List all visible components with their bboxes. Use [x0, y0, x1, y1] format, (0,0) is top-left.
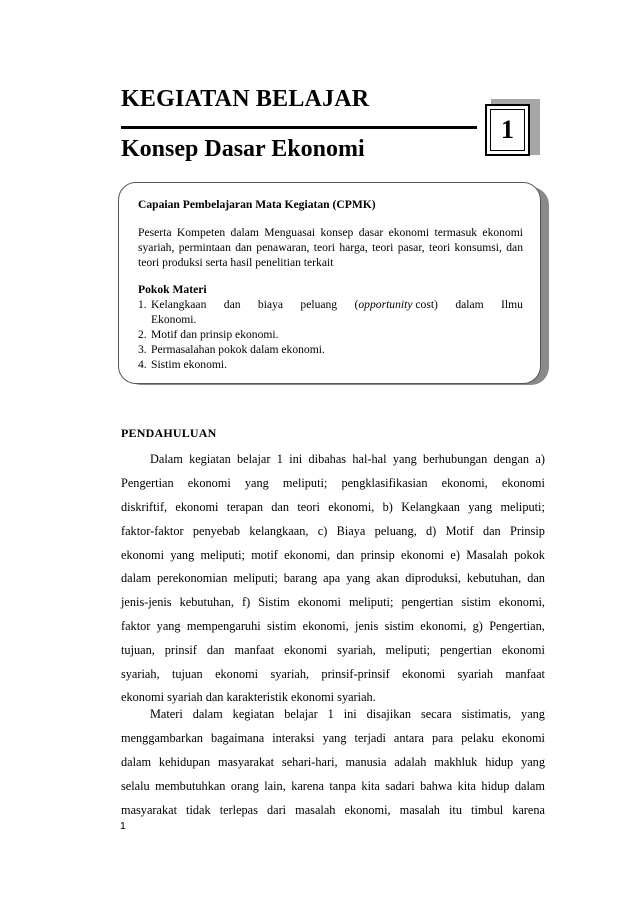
word: interaksi	[272, 731, 315, 746]
word: c)	[317, 523, 328, 538]
heading-rule	[121, 126, 477, 129]
word: dan	[336, 547, 355, 562]
text-line	[121, 448, 545, 472]
text-line	[121, 591, 545, 615]
word: tujuan	[171, 666, 203, 681]
word: pengertian	[440, 642, 492, 657]
word: peluang	[300, 298, 338, 311]
word: sistim	[384, 618, 414, 633]
word: kehidupan	[158, 754, 211, 769]
word: ekonomi	[187, 476, 231, 491]
word: ekonomi,	[344, 802, 391, 817]
chapter-subtitle: Konsep Dasar Ekonomi	[121, 136, 365, 162]
text-line	[121, 751, 545, 775]
word: membutuhkan	[155, 778, 226, 793]
word: ekonomi,	[328, 499, 375, 514]
word: ekonomi	[121, 547, 165, 562]
word: dari	[266, 802, 287, 817]
opportunity-word: opportunity	[358, 298, 413, 311]
word: jenis	[355, 618, 379, 633]
word: dalam	[121, 754, 152, 769]
word: orang	[230, 778, 259, 793]
word: dan	[527, 571, 545, 586]
word: terapan	[226, 499, 263, 514]
word: mempengaruhi	[186, 618, 261, 633]
word: faktor	[121, 618, 151, 633]
word: pelaku	[461, 731, 494, 746]
list-item	[138, 297, 523, 327]
word: dibahas	[308, 452, 347, 467]
word: yang	[170, 547, 195, 562]
word: tujuan,	[121, 642, 155, 657]
word: yang	[392, 452, 417, 467]
word: masalah	[295, 802, 336, 817]
word: masalah	[399, 802, 440, 817]
word: apa	[323, 571, 341, 586]
word: terlepas	[219, 802, 258, 817]
word: diskriftif,	[121, 499, 168, 514]
word: meliputi;	[500, 499, 545, 514]
word: Pengertian	[121, 476, 174, 491]
text-line	[121, 703, 545, 727]
word: prinsif-prinsif	[321, 666, 390, 681]
pokok-materi-title: Pokok Materi	[138, 283, 207, 296]
word: diproduksi,	[405, 571, 461, 586]
word: yang	[521, 754, 545, 769]
list-number: 4.	[138, 358, 147, 371]
word: yang	[468, 499, 493, 514]
list-item	[138, 327, 523, 342]
paragraph-1	[121, 448, 545, 710]
word: Pengertian,	[489, 618, 545, 633]
word: faktor-faktor	[121, 523, 184, 538]
word: bagaimana	[210, 731, 265, 746]
word: pokok	[514, 547, 545, 562]
word: dan	[223, 298, 241, 311]
word: yang	[322, 731, 347, 746]
list-number: 1.	[138, 298, 147, 311]
word: manfaat	[505, 666, 545, 681]
word: Prinsip	[510, 523, 545, 538]
text-line	[121, 519, 545, 543]
word: dan	[271, 499, 290, 514]
word: ekonomi,	[420, 618, 467, 633]
word: ekonomi,	[302, 618, 349, 633]
word: tidak	[186, 802, 211, 817]
word: yang	[244, 476, 269, 491]
word: ini	[343, 707, 357, 722]
section-heading-pendahuluan: PENDAHULUAN	[121, 426, 217, 440]
word: syariah,	[270, 666, 310, 681]
word: antara	[393, 731, 424, 746]
cpmk-description: Peserta Kompeten dalam Menguasai konsep dasar ekonomi termasuk ekonomi syariah, permintaan dan penawaran, teori harga, teori pasar, teori konsumsi, dan teori produksi serta hasil penelitian terkait	[138, 226, 523, 269]
list-item-text: Motif dan prinsip ekonomi.	[151, 328, 279, 341]
word: ekonomi	[297, 595, 341, 610]
word: d)	[426, 523, 437, 538]
word: hidup	[481, 778, 510, 793]
word: ekonomi,	[284, 547, 331, 562]
word: Biaya	[336, 523, 366, 538]
word: Materi	[150, 707, 183, 722]
word: teori	[297, 499, 320, 514]
word: syariah,	[121, 666, 160, 681]
list-item-text: Sistim ekonomi.	[151, 358, 228, 371]
word: meliputi;	[282, 476, 328, 491]
word: Masalah	[466, 547, 508, 562]
word: dan	[206, 642, 225, 657]
word: peluang,	[374, 523, 417, 538]
word: ekonomi,	[441, 476, 488, 491]
word: akan	[376, 571, 400, 586]
word: manfaat	[234, 642, 275, 657]
word: ekonomi	[501, 476, 545, 491]
list-number: 3.	[138, 343, 147, 356]
word: motif	[251, 547, 278, 562]
word: dalam	[192, 707, 223, 722]
word: secara	[420, 707, 452, 722]
word: hidup	[485, 754, 514, 769]
list-item	[138, 357, 523, 372]
word: Kelangkaan	[151, 298, 207, 311]
chapter-number-badge	[485, 104, 530, 156]
word: itu	[449, 802, 462, 817]
chapter-heading: KEGIATAN BELAJAR	[121, 86, 370, 112]
word: karena	[291, 778, 324, 793]
word: Kelangkaan	[401, 499, 460, 514]
word: ekonomi	[501, 731, 545, 746]
word: sistimatis,	[461, 707, 512, 722]
word: pengertian	[401, 595, 454, 610]
paragraph-2	[121, 703, 545, 822]
chapter-number: 1	[490, 109, 525, 151]
list-item-line: Ekonomi.	[151, 313, 197, 326]
word: yang	[521, 707, 545, 722]
word: sistim	[266, 618, 297, 633]
word: disajikan	[366, 707, 412, 722]
word: Motif	[445, 523, 474, 538]
word: makhluk	[434, 754, 478, 769]
word: karena	[512, 802, 545, 817]
text-line	[121, 567, 545, 591]
word: g)	[472, 618, 483, 633]
word: menggambarkan	[121, 731, 203, 746]
word: para	[431, 731, 454, 746]
word: prinsif	[164, 642, 197, 657]
list-number: 2.	[138, 328, 147, 341]
word: ini	[289, 452, 303, 467]
text-line	[121, 798, 545, 822]
word: lain,	[264, 778, 286, 793]
word: Sistim	[258, 595, 290, 610]
word: jenis-jenis	[121, 595, 172, 610]
word: syariah	[457, 666, 494, 681]
opportunity-cost-term: (opportunity cost)	[354, 298, 438, 311]
word: ekonomi	[284, 642, 328, 657]
word: kebutuhan,	[466, 571, 522, 586]
word: biaya	[257, 298, 284, 311]
word: meliputi;	[233, 571, 278, 586]
word: meliputi;	[200, 547, 245, 562]
word: ekonomi,	[498, 595, 545, 610]
word: dalam	[514, 778, 545, 793]
word: ekonomi	[175, 499, 219, 514]
word: dalam	[121, 571, 152, 586]
text-line	[121, 662, 545, 686]
word: yang	[156, 618, 181, 633]
word: masyarakat	[121, 802, 177, 817]
word: ekonomi	[402, 666, 446, 681]
word: adalah	[394, 754, 427, 769]
list-item-line	[151, 297, 523, 312]
word: perekonomian	[157, 571, 228, 586]
word: bahwa	[420, 778, 453, 793]
word: Dalam	[150, 452, 183, 467]
word: prinsip	[360, 547, 395, 562]
word: e)	[450, 547, 460, 562]
text-line	[121, 615, 545, 639]
word: meliputi;	[385, 642, 431, 657]
word: penyebab	[192, 523, 241, 538]
text-line	[121, 774, 545, 798]
word: dan	[482, 523, 501, 538]
cpmk-title: Capaian Pembelajaran Mata Kegiatan (CPMK)	[138, 198, 376, 211]
word: manusia	[345, 754, 387, 769]
list-item-text: Permasalahan pokok dalam ekonomi.	[151, 343, 325, 356]
word: terjadi	[354, 731, 386, 746]
word: timbul	[471, 802, 504, 817]
word: tanpa	[329, 778, 357, 793]
word: 1	[276, 452, 283, 467]
word: meliputi;	[348, 595, 394, 610]
word: kelangkaan,	[249, 523, 309, 538]
list-item	[138, 342, 523, 357]
word: f)	[242, 595, 251, 610]
word: sehari-hari,	[281, 754, 338, 769]
page-number: 1	[120, 820, 126, 832]
word: dalam	[455, 298, 484, 311]
word: ekonomi	[501, 642, 545, 657]
word: berhubungan	[423, 452, 488, 467]
word: a)	[535, 452, 545, 467]
word: kita	[361, 778, 380, 793]
word: 1	[327, 707, 334, 722]
word: barang	[283, 571, 318, 586]
cpmk-box	[118, 182, 541, 384]
text-line	[121, 727, 545, 751]
word: kita	[457, 778, 477, 793]
word: b)	[382, 499, 393, 514]
word: ekonomi	[215, 666, 259, 681]
word: dengan	[493, 452, 530, 467]
pokok-materi-list	[138, 297, 523, 372]
text-line	[121, 543, 545, 567]
word: masyarakat	[218, 754, 275, 769]
word: sadari	[385, 778, 415, 793]
word: belajar	[237, 452, 271, 467]
word: yang	[346, 571, 371, 586]
word: kebutuhan,	[179, 595, 234, 610]
word: ekonomi syariah dan karakteristik ekonomi syariah.	[121, 690, 376, 705]
text-line	[121, 638, 545, 662]
word: syariah,	[337, 642, 376, 657]
text-line	[121, 472, 545, 496]
word: Ilmu	[501, 298, 523, 311]
word: pengklasifikasian	[341, 476, 428, 491]
word: sistim	[461, 595, 491, 610]
word: belajar	[284, 707, 318, 722]
word: ekonomi	[401, 547, 445, 562]
word: selalu	[121, 778, 150, 793]
word: kegiatan	[189, 452, 231, 467]
word: hal-hal	[352, 452, 387, 467]
word: kegiatan	[232, 707, 275, 722]
text-line	[121, 496, 545, 520]
